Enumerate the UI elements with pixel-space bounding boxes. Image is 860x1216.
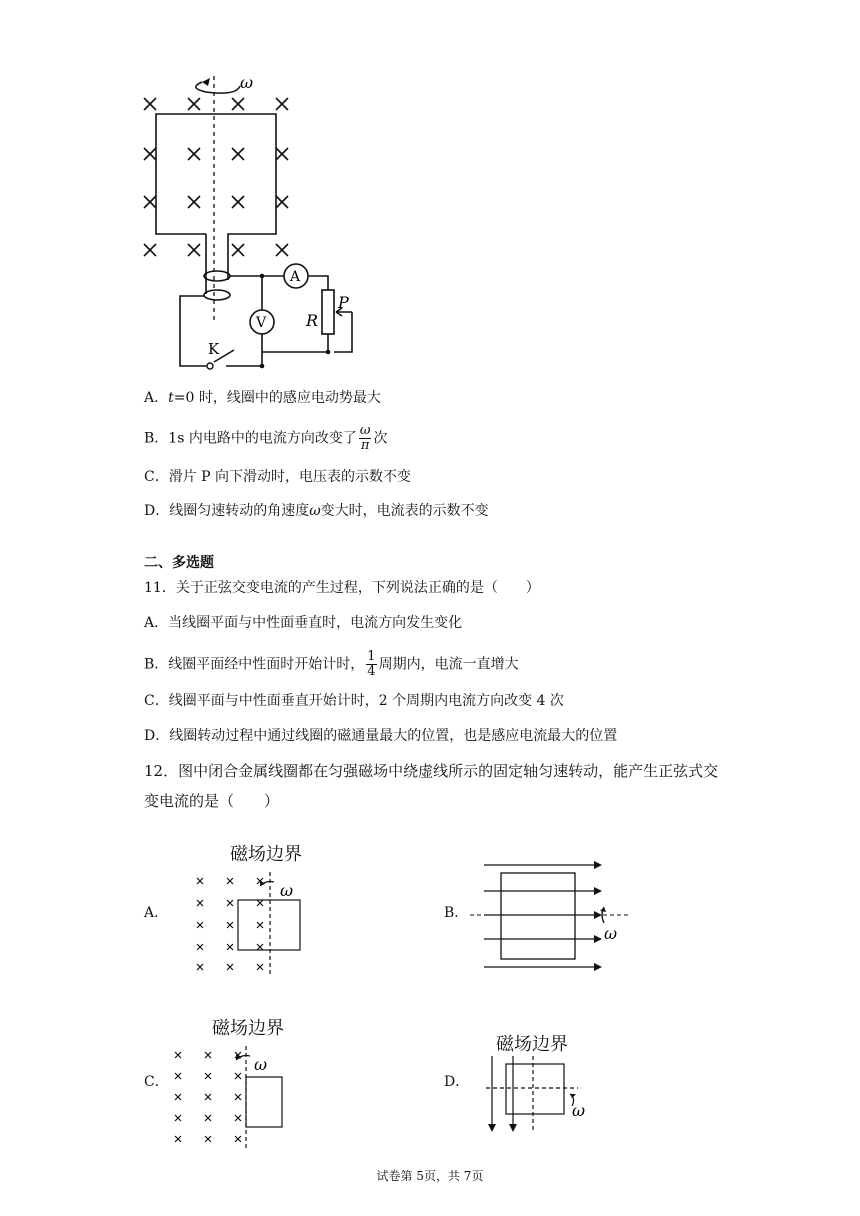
- section-heading: 二、多选题: [144, 555, 214, 571]
- omega-label: ω: [280, 881, 294, 900]
- magnetic-field-crosses: [144, 98, 288, 256]
- slider-label: P: [338, 293, 349, 312]
- q10-option-b: B．1s 内电路中的电流方向改变了 $\frac{\omega}{\pi}$ 次: [144, 423, 388, 453]
- omega-label: ω: [254, 1055, 268, 1074]
- q11-option-d: D．线圈转动过程中通过线圈的磁通量最大的位置，也是感应电流最大的位置: [144, 728, 618, 744]
- switch-label: K: [208, 340, 220, 358]
- q11-option-a: A．当线圈平面与中性面垂直时，电流方向发生变化: [144, 615, 463, 631]
- q12-figure-d: [478, 1054, 598, 1134]
- page-footer: 试卷第 5页，共 7页: [376, 1169, 484, 1183]
- resistor-label: R: [306, 311, 319, 330]
- q12-figure-b: [470, 855, 640, 980]
- q11-stem: 11．关于正弦交变电流的产生过程，下列说法正确的是（ ）: [144, 580, 540, 596]
- omega-label: ω: [604, 924, 618, 943]
- q12-figure-d-label: D．: [444, 1074, 470, 1090]
- q10-option-d: D．线圈匀速转动的角速度ω变大时，电流表的示数不变: [144, 503, 489, 519]
- q12-stem-line2: 变电流的是（ ）: [144, 792, 280, 810]
- q11-option-c: C．线圈平面与中性面垂直开始计时，2 个周期内电流方向改变 4 次: [144, 693, 564, 709]
- q12-figure-a-boundary-label: 磁场边界: [230, 844, 302, 865]
- omega-label: ω: [572, 1101, 586, 1120]
- q10-option-c: C．滑片 P 向下滑动时，电压表的示数不变: [144, 469, 412, 485]
- voltmeter-label: V: [256, 315, 267, 331]
- q12-figure-a-label: A．: [144, 905, 169, 921]
- q12-figure-b-label: B．: [444, 905, 469, 921]
- coil: [156, 114, 276, 280]
- ammeter-label: A: [290, 269, 301, 285]
- q11-option-b: B．线圈平面经中性面时开始计时， $\frac{1}{4}$ 周期内，电流一直增大: [144, 649, 519, 679]
- q12-figure-c-label: C．: [144, 1074, 169, 1090]
- q12-figure-a: [190, 868, 320, 978]
- q12-figure-c-boundary-label: 磁场边界: [212, 1018, 284, 1039]
- generator-circuit-diagram: [130, 72, 360, 377]
- omega-label: ω: [240, 73, 254, 92]
- q12-stem-line1: 12．图中闭合金属线圈都在匀强磁场中绕虚线所示的固定轴匀速转动，能产生正弦式交: [144, 762, 719, 780]
- q10-option-a: A．t=0 时，线圈中的感应电动势最大: [144, 390, 381, 406]
- q12-figure-c: [168, 1042, 298, 1152]
- q12-figure-d-boundary-label: 磁场边界: [496, 1034, 568, 1055]
